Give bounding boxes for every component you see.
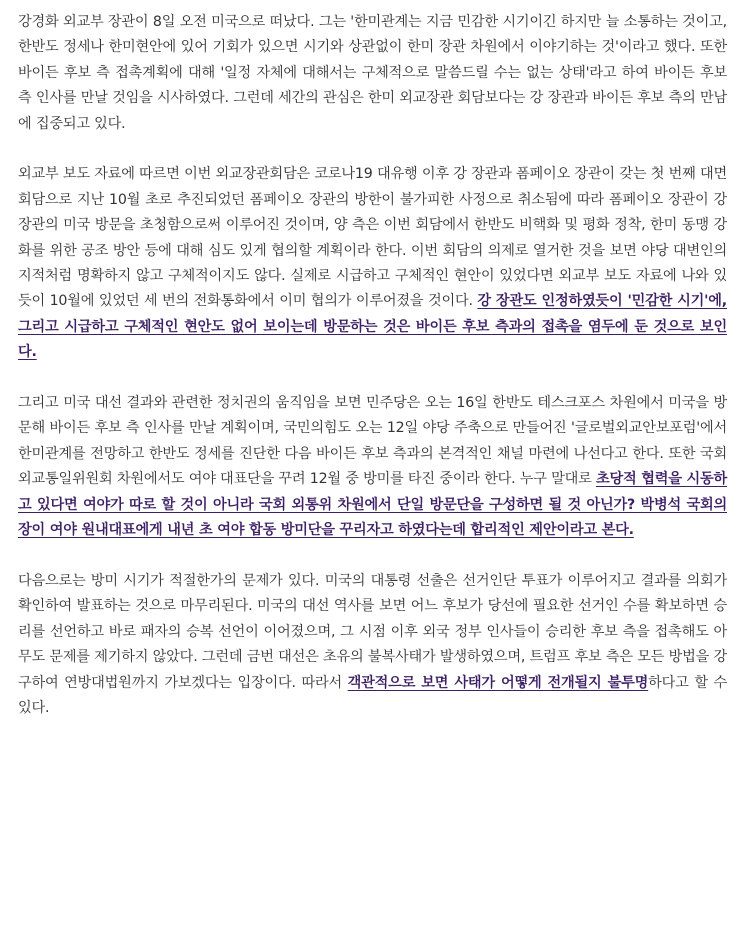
paragraph-4-tail: 하다고 할 수 있다. xyxy=(18,674,727,716)
paragraph-3 xyxy=(18,391,727,543)
paragraph-3-text: 그리고 미국 대선 결과와 관련한 정치권의 움직임을 보면 민주당은 오는 16일 한반도 테스크포스 차원에서 미국을 방문해 바이든 후보 측 인사를 만날 계획이며, 국민의힘도 오는 12일 야당 주축으로 만들어진 '글로벌외교안보포럼'에서 한미관계를 전망하고 한반도 정세를 진단한 다음 바이든 후보 측과의 본격적인 채널 마련에 나선다고 한다. 또한 국회 외교통일위원회 차원에서도 여야 대표단을 꾸려 12월 중 방미를 타진 중이라 한다. 누구 말대로 xyxy=(18,395,727,488)
paragraph-2-text: 외교부 보도 자료에 따르면 이번 외교장관회담은 코로나19 대유행 이후 강 장관과 폼페이오 장관이 갖는 첫 번째 대면 회담으로 지난 10월 초로 추진되었던 폼페이오 장관의 방한이 불가피한 사정으로 취소됨에 따라 폼페이오 장관이 강 장관의 미국 방문을 초청함으로써 이루어진 것이며, 양 측은 이번 회담에서 한반도 비핵화 및 평화 정착, 한미 동맹 강화를 위한 공조 방안 등에 대해 심도 있게 협의할 계획이라 한다. 이번 회담의 의제로 열거한 것을 보면 야당 대변인의 지적처럼 명확하지 않고 구체적이지도 않다. 실제로 시급하고 구체적인 현안이 있었다면 외교부 보도 자료에 나와 있듯이 10월에 있었던 세 번의 전화통화에서 이미 협의가 이루어졌을 것이다. xyxy=(18,166,727,310)
paragraph-3-highlight: 초당적 협력을 시동하고 있다면 여야가 따로 할 것이 아니라 국회 외통위 차원에서 단일 방문단을 구성하면 될 것 아닌가? 박병석 국회의장이 여야 원내대표에게 내년 초 여야 합동 방미단을 꾸리자고 하였다는데 합리적인 제안이라고 본다. xyxy=(18,471,728,539)
paragraph-1 xyxy=(18,10,727,137)
paragraph-4-highlight: 객관적으로 보면 사태가 어떻게 전개될지 불투명 xyxy=(347,674,649,691)
paragraph-4 xyxy=(18,569,727,721)
paragraph-2 xyxy=(18,162,727,365)
paragraph-1-text: 강경화 외교부 장관이 8일 오전 미국으로 떠났다. 그는 '한미관계는 지금 민감한 시기이긴 하지만 늘 소통하는 것이고, 한반도 정세나 한미현안에 있어 기회가 있으면 시기와 상관없이 한미 장관 차원에서 이야기하는 것'이라고 했다. 또한 바이든 후보 측 접촉계획에 대해 '일정 자체에 대해서는 구체적으로 말씀드릴 수는 없는 상태'라고 하여 바이든 후보 측 인사를 만날 것임을 시사하였다. 그런데 세간의 관심은 한미 외교장관 회담보다는 강 장관과 바이든 후보 측의 만남에 집중되고 있다. xyxy=(18,14,727,132)
paragraph-4-text: 다음으로는 방미 시기가 적절한가의 문제가 있다. 미국의 대통령 선출은 선거인단 투표가 이루어지고 결과를 의회가 확인하여 발표하는 것으로 마무리된다. 미국의 대선 역사를 보면 어느 후보가 당선에 필요한 선거인 수를 확보하면 승리를 선언하고 바로 패자의 승복 선언이 이어졌으며, 그 시점 이후 외국 정부 인사들이 승리한 후보 측을 접촉해도 아무도 문제를 제기하지 않았다. 그런데 금번 대선은 초유의 불복사태가 발생하였으며, 트럼프 후보 측은 모든 방법을 강구하여 연방대법원까지 가보겠다는 입장이다. 따라서 xyxy=(18,572,727,691)
paragraph-2-highlight: 강 장관도 인정하였듯이 '민감한 시기'에, 그리고 시급하고 구체적인 현안도 없어 보이는데 방문하는 것은 바이든 후보 측과의 접촉을 염두에 둔 것으로 보인다. xyxy=(18,293,727,361)
